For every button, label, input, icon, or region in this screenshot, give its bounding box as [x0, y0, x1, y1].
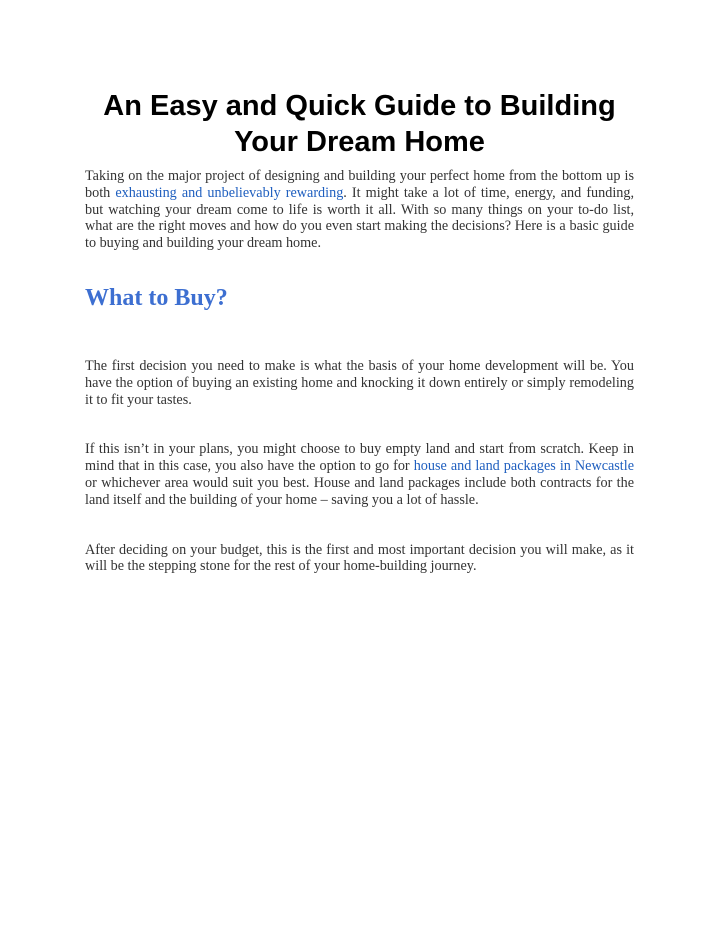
intro-text-before-link: Taking on the major project of designing and building your perfect home from the bottom up is both — [85, 168, 634, 201]
intro-paragraph — [85, 168, 634, 252]
house-land-packages-link[interactable]: house and land packages in Newcastle — [413, 458, 634, 475]
intro-text-after-link: . It might take a lot of time, energy, and funding, but watching your dream come to life is worth it all. With so many things on your to-do list, what are the right moves and how do you even start making the decisions? Here is a basic guide to buying and building your dream home. — [85, 184, 634, 252]
page-title: An Easy and Quick Guide to Building Your Dream Home — [103, 90, 616, 158]
para2-text-after-link: or whichever area would suit you best. House and land packages include both contracts for the land itself and the building of your home – saving you a lot of hassle. — [85, 474, 634, 508]
paragraph-basis: The first decision you need to make is what the basis of your home development will be. You have the option of buying an existing home and knocking it down entirely or simply remodeling it to fit your tastes. — [85, 357, 634, 408]
para2-text-before-link: If this isn’t in your plans, you might choose to buy empty land and start from scratch. Keep in mind that in this case, you also have the option to go for — [85, 441, 634, 475]
document-content — [85, 88, 634, 575]
section-heading: What to Buy? — [85, 284, 228, 311]
paragraph-budget: After deciding on your budget, this is the first and most important decision you will make, as it will be the stepping stone for the rest of your home-building journey. — [85, 541, 634, 575]
intro-link[interactable]: exhausting and unbelievably rewarding — [115, 184, 344, 201]
paragraph-land-packages — [85, 441, 634, 508]
